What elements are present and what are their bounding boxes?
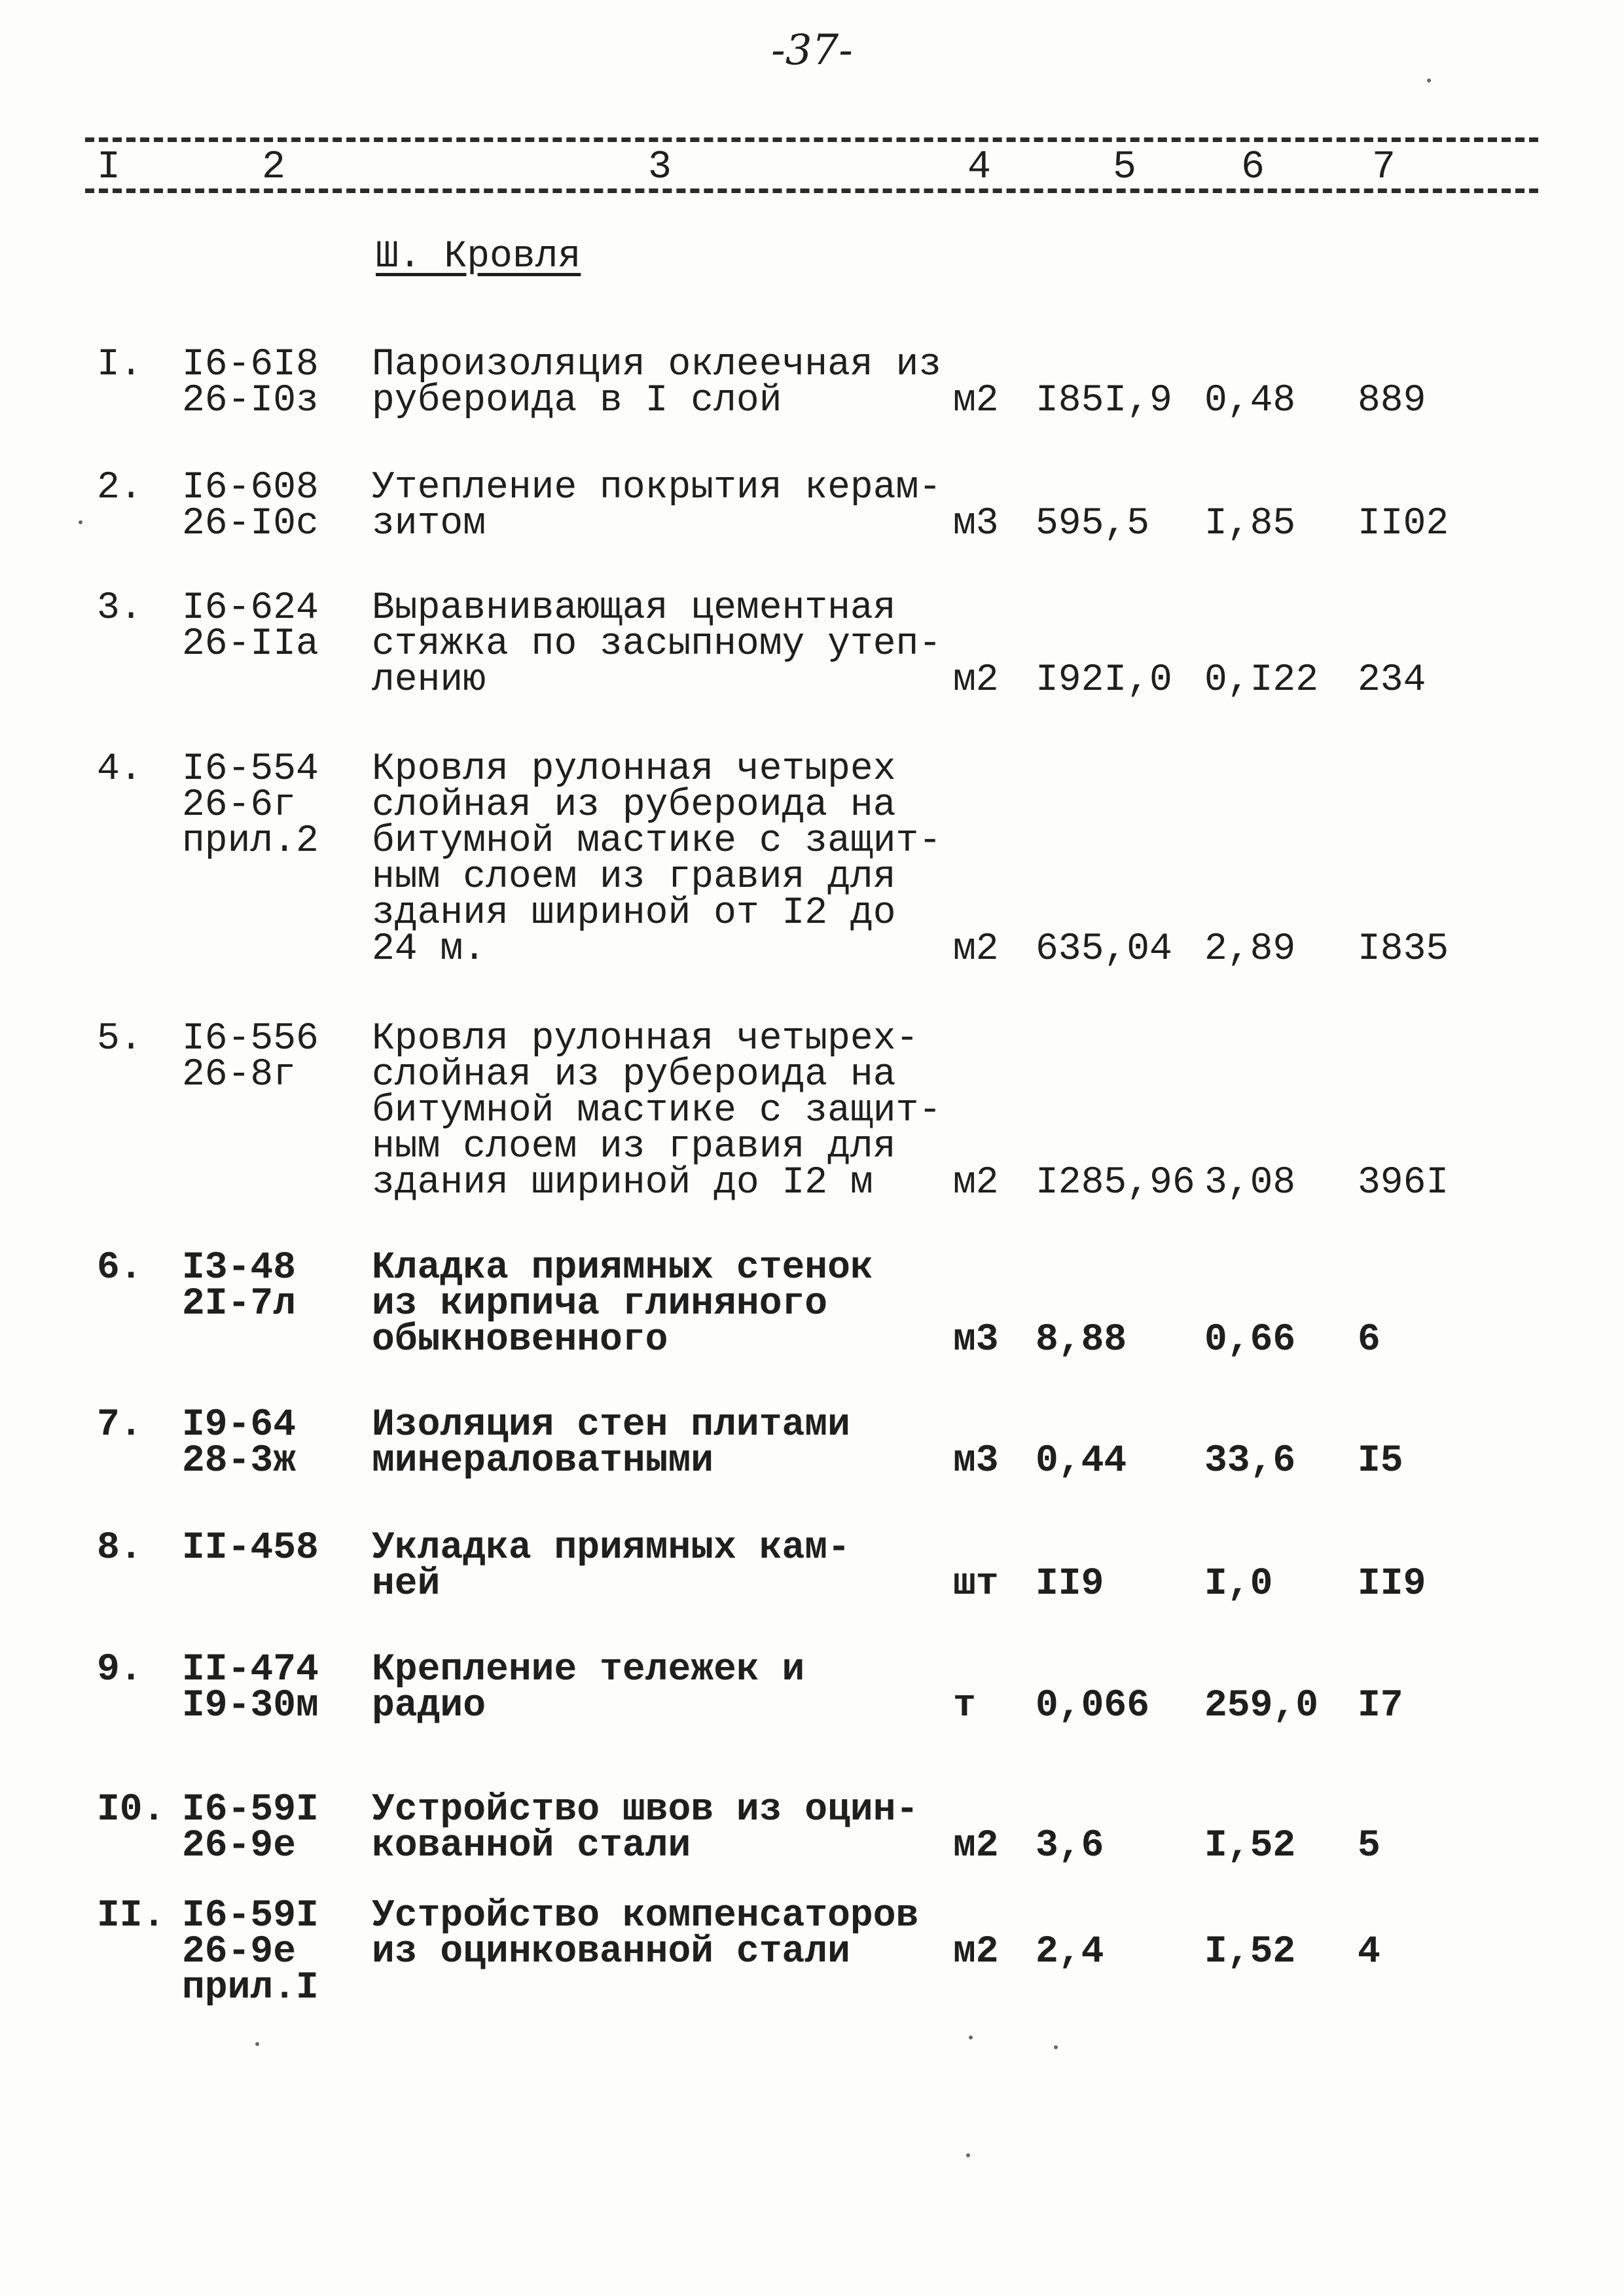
row-number: 7.	[97, 1404, 143, 1446]
row-unit: м2	[953, 659, 999, 702]
row-norm: I,52	[1204, 1931, 1296, 1973]
row-norm: 0,I22	[1204, 659, 1319, 702]
row-norm: 2,89	[1204, 928, 1296, 971]
section-title: Ш. Кровля	[376, 236, 581, 278]
row-code: I6-6I8 26-I0з	[182, 344, 319, 422]
row-total: I7	[1358, 1685, 1403, 1727]
row-total: I5	[1358, 1440, 1403, 1482]
row-quantity: I285,96	[1036, 1162, 1195, 1204]
row-quantity: 3,6	[1036, 1825, 1104, 1867]
row-total: II02	[1358, 503, 1449, 545]
column-header-4: 4	[967, 145, 992, 190]
row-number: I0.	[97, 1789, 166, 1831]
row-quantity: 0,44	[1036, 1440, 1127, 1482]
row-total: 889	[1358, 380, 1426, 422]
row-number: 2.	[97, 467, 143, 509]
row-code: II-474 I9-30м	[182, 1649, 319, 1727]
row-norm: 3,08	[1204, 1162, 1296, 1204]
column-header-5: 5	[1113, 145, 1137, 190]
scan-speck	[79, 520, 82, 524]
row-code: I6-59I 26-9е	[182, 1789, 319, 1867]
row-number: 5.	[97, 1018, 143, 1060]
scan-speck	[966, 2153, 970, 2157]
row-total: 5	[1358, 1825, 1380, 1867]
row-total: 4	[1358, 1931, 1380, 1973]
row-description: Изоляция стен плитами минераловатными	[372, 1404, 850, 1482]
row-quantity: I92I,0	[1036, 659, 1172, 702]
row-code: II-458	[182, 1527, 319, 1570]
row-unit: м2	[953, 380, 999, 422]
row-description: Кладка приямных стенок из кирпича глиняного обыкновенного	[372, 1247, 873, 1361]
header-top-rule	[85, 137, 1538, 142]
row-quantity: 595,5	[1036, 503, 1150, 545]
row-quantity: 8,88	[1036, 1319, 1127, 1361]
row-norm: I,85	[1204, 503, 1296, 545]
column-header-2: 2	[262, 145, 286, 190]
scan-speck	[1427, 79, 1431, 82]
row-number: 4.	[97, 748, 143, 791]
scan-speck	[1054, 2045, 1058, 2049]
page-number: -37-	[771, 26, 853, 75]
row-code: I6-59I 26-9е прил.I	[182, 1895, 319, 2009]
row-unit: м3	[953, 1319, 999, 1361]
row-quantity: 0,066	[1036, 1685, 1150, 1727]
row-unit: м3	[953, 503, 999, 545]
row-unit: т	[953, 1685, 976, 1727]
row-code: I3-48 2I-7л	[182, 1247, 297, 1325]
row-number: 8.	[97, 1527, 143, 1570]
row-unit: м2	[953, 1931, 999, 1973]
row-description: Пароизоляция оклеечная из рубероида в I слой	[372, 344, 942, 422]
row-quantity: I85I,9	[1036, 380, 1172, 422]
row-norm: 259,0	[1204, 1685, 1319, 1727]
row-description: Кровля рулонная четырех- слойная из рубероида на битумной мастике с защит- ным слоем из гравия для здания шириной до I2 м	[372, 1018, 942, 1204]
row-description: Укладка приямных кам- ней	[372, 1527, 850, 1605]
row-unit: шт	[953, 1563, 999, 1605]
row-number: II.	[97, 1895, 166, 1937]
row-unit: м2	[953, 928, 999, 971]
row-code: I9-64 28-3ж	[182, 1404, 297, 1482]
column-header-1: I	[97, 145, 121, 190]
row-code: I6-556 26-8г	[182, 1018, 319, 1096]
row-unit: м2	[953, 1825, 999, 1867]
row-total: 234	[1358, 659, 1426, 702]
row-code: I6-624 26-IIа	[182, 587, 319, 666]
row-total: 396I	[1358, 1162, 1449, 1204]
row-description: Устройство швов из оцин- кованной стали	[372, 1789, 919, 1867]
row-description: Выравнивающая цементная стяжка по засыпному утеп- лению	[372, 587, 942, 702]
row-quantity: II9	[1036, 1563, 1104, 1605]
row-description: Устройство компенсаторов из оцинкованной стали	[372, 1895, 919, 1973]
row-norm: I,52	[1204, 1825, 1296, 1867]
row-norm: 0,48	[1204, 380, 1296, 422]
scan-speck	[255, 2042, 259, 2046]
row-description: Утепление покрытия керам- зитом	[372, 467, 942, 545]
row-norm: I,0	[1204, 1563, 1273, 1605]
row-code: I6-608 26-I0с	[182, 467, 319, 545]
row-total: I835	[1358, 928, 1449, 971]
row-number: 6.	[97, 1247, 143, 1289]
row-quantity: 2,4	[1036, 1931, 1104, 1973]
row-description: Кровля рулонная четырех слойная из рубероида на битумной мастике с защит- ным слоем из гравия для здания шириной от I2 до 24 м.	[372, 748, 942, 971]
row-unit: м2	[953, 1162, 999, 1204]
row-description: Крепление тележек и радио	[372, 1649, 805, 1727]
row-number: I.	[97, 344, 143, 386]
column-header-7: 7	[1372, 145, 1396, 190]
row-total: 6	[1358, 1319, 1380, 1361]
header-bottom-rule	[85, 188, 1538, 193]
column-header-6: 6	[1241, 145, 1265, 190]
row-number: 9.	[97, 1649, 143, 1691]
row-total: II9	[1358, 1563, 1426, 1605]
row-number: 3.	[97, 587, 143, 630]
row-norm: 0,66	[1204, 1319, 1296, 1361]
row-norm: 33,6	[1204, 1440, 1296, 1482]
row-code: I6-554 26-6г прил.2	[182, 748, 319, 863]
row-unit: м3	[953, 1440, 999, 1482]
row-quantity: 635,04	[1036, 928, 1172, 971]
scan-speck	[969, 2036, 973, 2039]
column-header-3: 3	[648, 145, 672, 190]
